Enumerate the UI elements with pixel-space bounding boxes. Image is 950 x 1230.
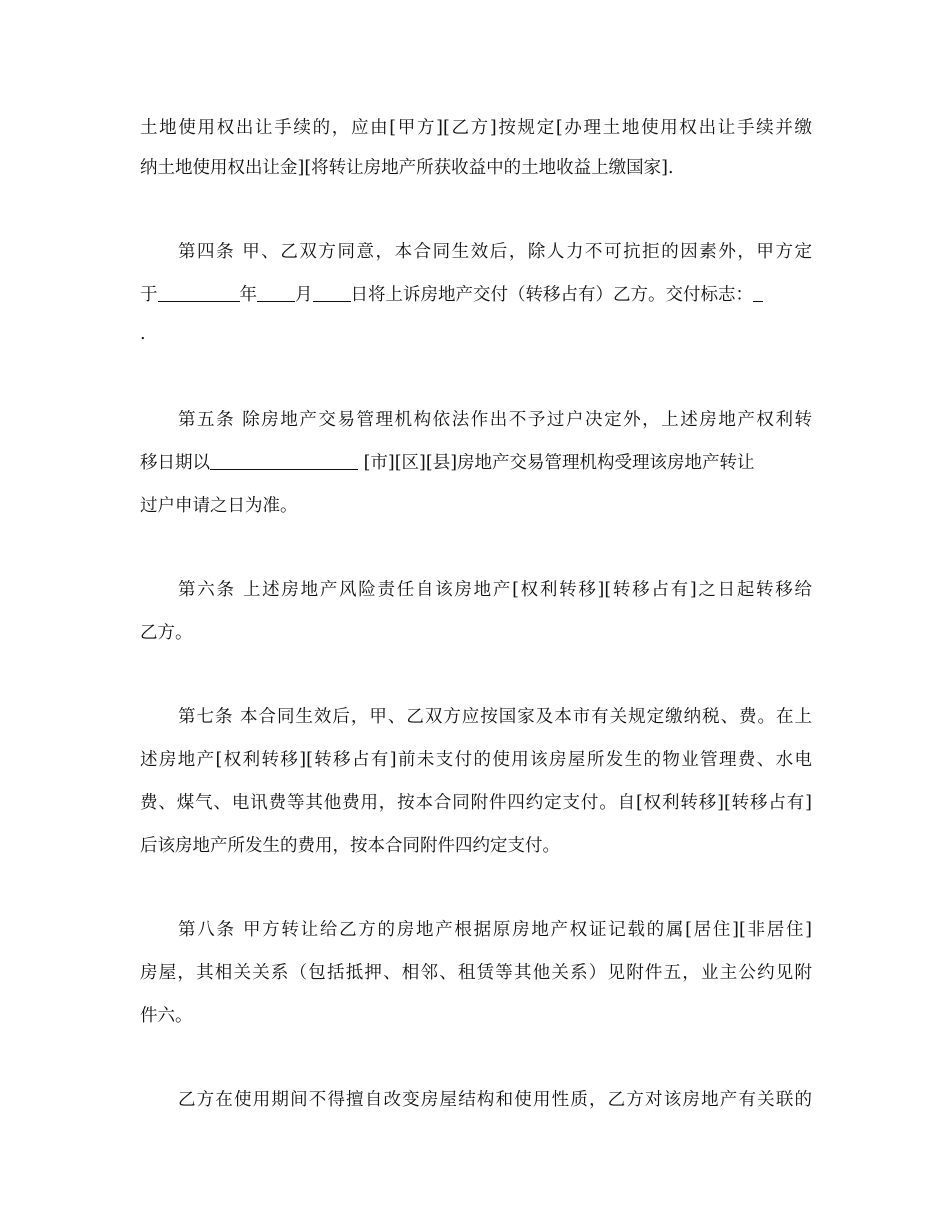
blank-month: [257, 283, 295, 302]
blank-delivery-mark: [753, 283, 763, 302]
paragraph-line: 土地使用权出让手续的，应由[甲方][乙方]按规定[办理土地使用权出让手续并缴: [140, 118, 812, 138]
paragraph-line: 费、煤气、电讯费等其他费用，按本合同附件四约定支付。自[权利转移][转移占有]: [140, 793, 812, 813]
article-4-date-line: [140, 283, 812, 307]
blank-transfer-date: [210, 451, 358, 470]
paragraph-line: 乙方在使用期间不得擅自改变房屋结构和使用性质，乙方对该房地产有关联的: [178, 1090, 812, 1110]
text-fragment: 月: [295, 285, 313, 305]
article-5-line: 第五条 除房地产交易管理机构依法作出不予过户决定外，上述房地产权利转: [178, 410, 812, 430]
article-5-date-line: [140, 451, 812, 475]
text-fragment: [市][区][县]房地产交易管理机构受理该房地产转让: [358, 453, 755, 473]
text-fragment: 年: [239, 285, 257, 305]
blank-day: [313, 283, 351, 302]
text-fragment: 于: [140, 285, 158, 305]
text-fragment: 移日期以: [140, 453, 210, 473]
paragraph-line: 纳土地使用权出让金][将转让房地产所获收益中的土地收益上缴国家].: [140, 158, 674, 178]
article-7-line: 第七条 本合同生效后，甲、乙双方应按国家及本市有关规定缴纳税、费。在上: [178, 707, 812, 727]
paragraph-line: 房屋，其相关关系（包括抵押、相邻、租赁等其他关系）见附件五，业主公约见附: [140, 963, 812, 983]
paragraph-line: 后该房地产所发生的费用，按本合同附件四约定支付。: [140, 836, 560, 856]
article-6-line: 第六条 上述房地产风险责任自该房地产[权利转移][转移占有]之日起转移给: [178, 580, 812, 600]
paragraph-line: 件六。: [140, 1006, 193, 1026]
paragraph-line: 过户申请之日为准。: [140, 496, 298, 516]
paragraph-line: 乙方。: [140, 623, 193, 643]
blank-year: [158, 283, 240, 302]
paragraph-line: 述房地产[权利转移][转移占有]前未支付的使用该房屋所发生的物业管理费、水电: [140, 750, 812, 770]
article-4-line: 第四条 甲、乙双方同意，本合同生效后，除人力不可抗拒的因素外，甲方定: [178, 242, 812, 262]
paragraph-line: .: [140, 324, 146, 344]
text-fragment: 日将上诉房地产交付（转移占有）乙方。交付标志：: [350, 285, 753, 305]
article-8-line: 第八条 甲方转让给乙方的房地产根据原房地产权证记载的属[居住][非居住]: [178, 920, 812, 940]
